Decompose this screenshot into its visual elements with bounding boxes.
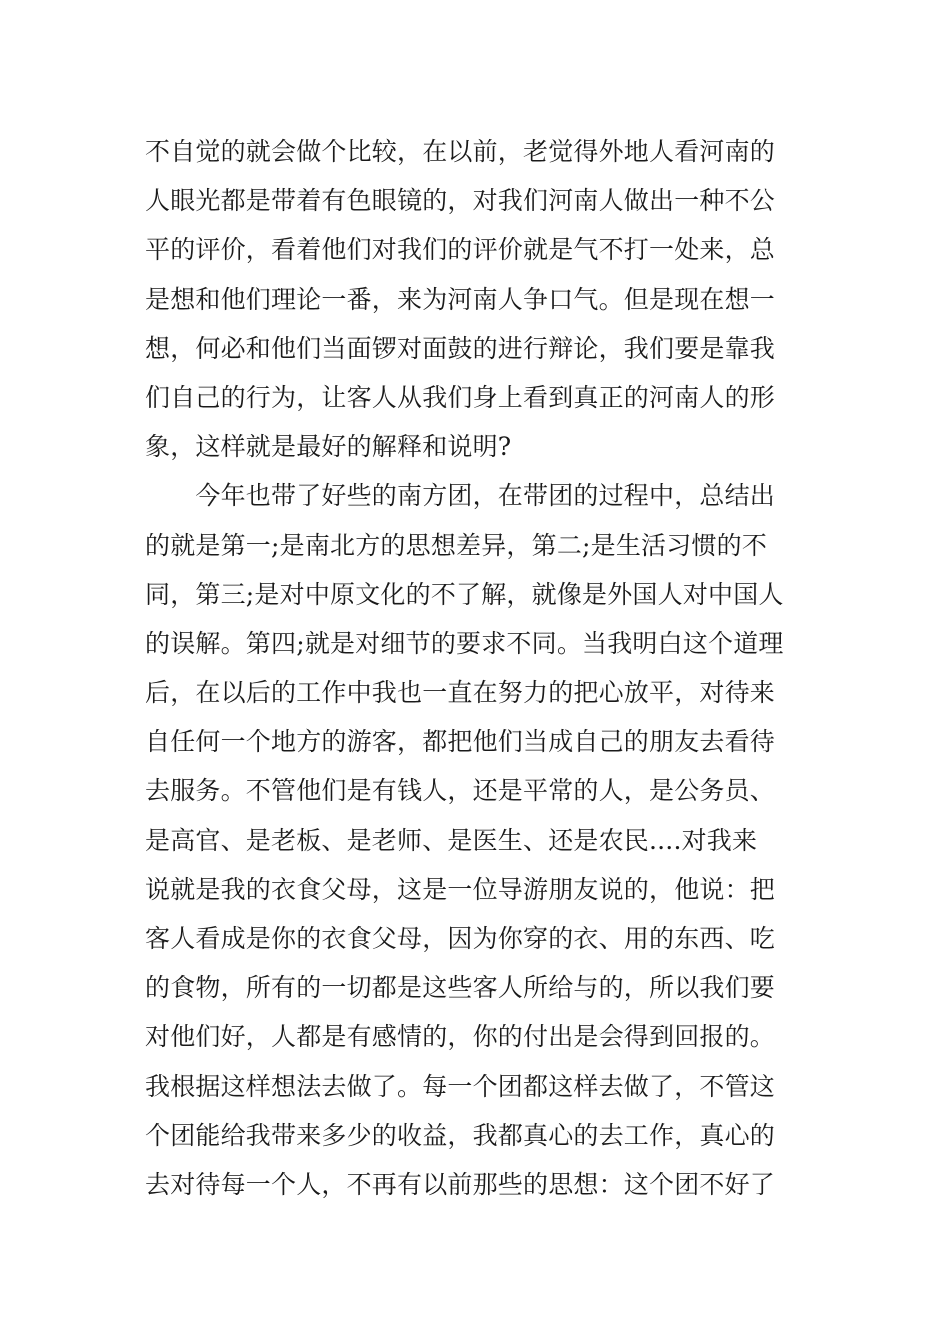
- text-line: 是高官、是老板、是老师、是医生、还是农民....对我来: [145, 825, 758, 855]
- text-line: 的就是第一;是南北方的思想差异，第二;是生活习惯的不: [145, 530, 768, 560]
- body-text: [145, 127, 820, 1209]
- text-line: 去服务。不管他们是有钱人，还是平常的人，是公务员、: [145, 776, 776, 806]
- text-line: 不自觉的就会做个比较，在以前，老觉得外地人看河南的: [145, 137, 776, 166]
- text-line: 同，第三;是对中原文化的不了解，就像是外国人对中国人: [145, 579, 784, 609]
- paragraph-start-line: 今年也带了好些的南方团，在带团的过程中，总结出: [145, 481, 776, 511]
- text-line: 个团能给我带来多少的收益，我都真心的去工作，真心的: [145, 1120, 776, 1150]
- text-line: 客人看成是你的衣食父母，因为你穿的衣、用的东西、吃: [145, 924, 776, 953]
- text-line: 我根据这样想法去做了。每一个团都这样去做了，不管这: [145, 1071, 776, 1101]
- text-line: 说就是我的衣食父母，这是一位导游朋友说的，他说：把: [145, 874, 776, 904]
- text-line: 平的评价，看着他们对我们的评价就是气不打一处来，总: [145, 235, 776, 265]
- text-line: 对他们好，人都是有感情的，你的付出是会得到回报的。: [145, 1022, 776, 1052]
- text-line: 的误解。第四;就是对细节的要求不同。当我明白这个道理: [145, 628, 784, 658]
- text-line: 后，在以后的工作中我也一直在努力的把心放平，对待来: [145, 678, 776, 708]
- text-line: 人眼光都是带着有色眼镜的，对我们河南人做出一种不公: [145, 186, 776, 216]
- text-line: 是想和他们理论一番，来为河南人争口气。但是现在想一: [145, 284, 776, 314]
- text-line: 去对待每一个人，不再有以前那些的思想：这个团不好了: [145, 1169, 776, 1199]
- text-line: 自任何一个地方的游客，都把他们当成自己的朋友去看待: [145, 727, 776, 757]
- text-line: 想，何必和他们当面锣对面鼓的进行辩论，我们要是靠我: [145, 333, 776, 363]
- text-line: 们自己的行为，让客人从我们身上看到真正的河南人的形: [145, 382, 776, 412]
- text-line: 的食物，所有的一切都是这些客人所给与的，所以我们要: [145, 973, 776, 1003]
- text-line: 象，这样就是最好的解释和说明?: [145, 432, 512, 462]
